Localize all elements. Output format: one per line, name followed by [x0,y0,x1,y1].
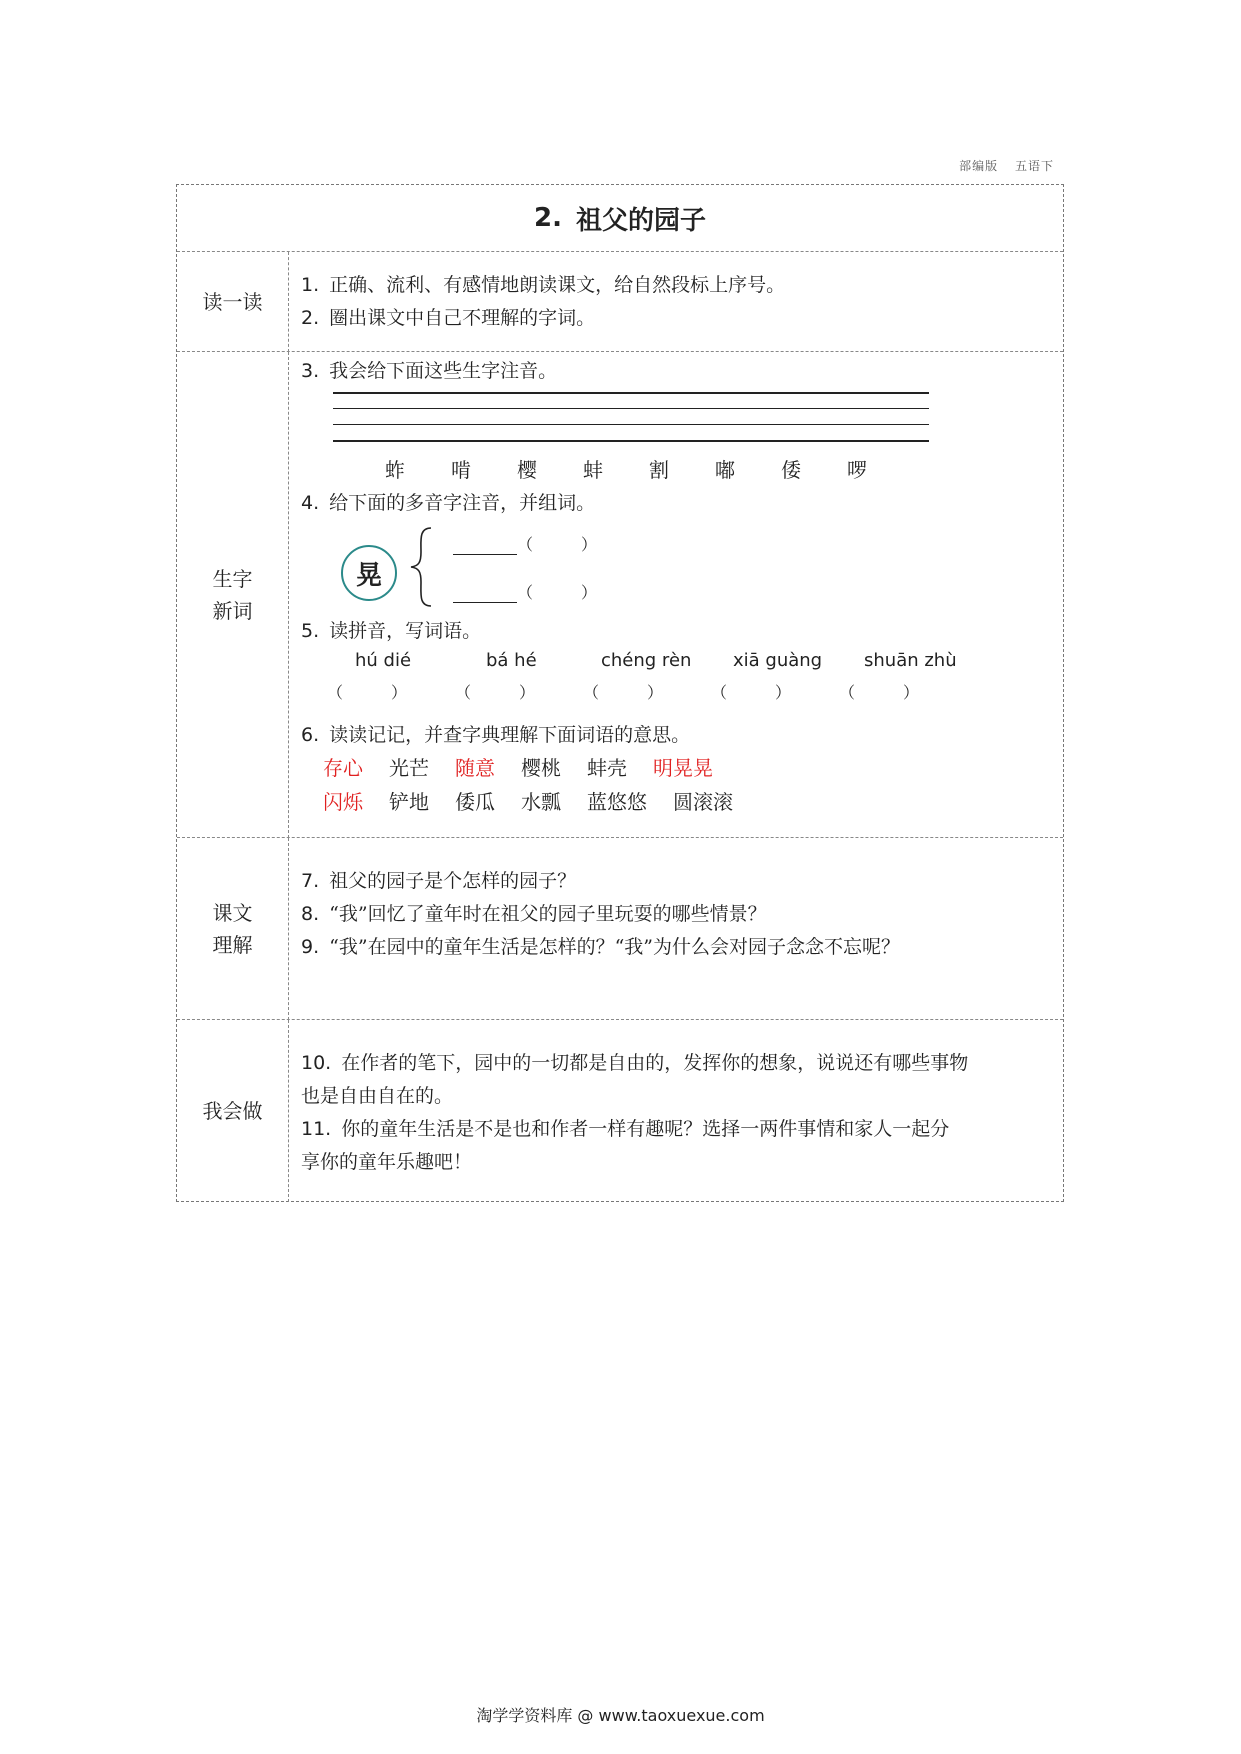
q4 [301,488,595,515]
words-content [289,352,1063,838]
pinyin-label: bá hé [486,650,537,671]
new-char: 蚱 [385,458,405,482]
q3 [301,356,557,383]
new-char: 蚌 [583,458,603,482]
understand-item-9 [301,932,900,959]
understand-item-8 [301,899,767,926]
item-text: 祖父的园子是个怎样的园子？ [329,870,577,892]
item-text: 我会给下面这些生字注音。 [329,360,558,382]
vocab-word: 水瓢 [521,790,561,814]
item-number: 5. [301,620,320,642]
word-paren[interactable]: （ ） [517,583,598,602]
pinyin-label: shuān zhù [864,650,957,671]
answer-paren[interactable]: （ ） [455,683,536,702]
item-text: 正确、流利、有感情地朗读课文，给自然段标上序号。 [329,274,786,296]
vocab-word: 闪烁 [323,790,363,814]
answer-paren[interactable]: （ ） [839,683,920,702]
lesson-title-text: 祖父的园子 [575,205,706,236]
item-text: 你的童年生活是不是也和作者一样有趣呢？选择一两件事情和家人一起分 [341,1118,950,1140]
understand-label-line1: 课文 [212,901,253,925]
read-item-2 [301,303,595,330]
pinyin-grid [333,392,929,440]
title-row [177,185,1063,251]
vocab-word: 存心 [323,756,363,780]
item-text: 圈出课文中自己不理解的字词。 [329,307,596,329]
pinyin-rule [333,440,929,442]
do-row [177,1019,1063,1202]
item-number: 10. [301,1052,332,1074]
vocab-word: 光芒 [389,756,429,780]
pinyin-label: xiā guàng [733,650,823,671]
pinyin-label: chéng rèn [601,650,692,671]
new-char: 倭 [781,458,801,482]
q6 [301,720,690,747]
item-number: 6. [301,724,320,746]
new-char: 割 [649,458,669,482]
item-number: 7. [301,870,320,892]
read-item-1 [301,270,785,297]
read-row [177,251,1063,352]
pinyin-rule [333,408,929,409]
vocab-word: 倭瓜 [455,790,495,814]
words-label-line1: 生字 [212,567,253,591]
worksheet-table [176,184,1064,1202]
words-row [177,351,1063,838]
vocab-word: 蚌壳 [587,756,627,780]
item-number: 8. [301,903,320,925]
do-content [289,1020,1063,1202]
lesson-number: 2. [534,203,562,233]
pinyin-rule [333,392,929,394]
vocab-word: 随意 [455,756,495,780]
words-label [177,352,289,838]
answer-paren[interactable]: （ ） [711,683,792,702]
pinyin-blank[interactable] [453,602,517,603]
item-text: 给下面的多音字注音，并组词。 [329,492,596,514]
item-number: 2. [301,307,320,329]
item-number: 4. [301,492,320,514]
grade-label: 五语下 [1014,159,1054,173]
read-label: 读一读 [177,252,289,352]
footer-watermark: 淘学学资料库 @ www.taoxuexue.com [476,1706,765,1725]
word-paren[interactable]: （ ） [517,535,598,554]
vocab-word: 圆滚滚 [673,790,733,814]
item-number: 1. [301,274,320,296]
item-text: “我”在园中的童年生活是怎样的？“我”为什么会对园子念念不忘呢？ [329,936,900,958]
new-char: 啰 [847,458,867,482]
vocab-word: 明晃晃 [653,756,713,780]
understand-item-7 [301,866,576,893]
item-number: 3. [301,360,320,382]
pinyin-label: hú dié [355,650,412,671]
vocab-word: 蓝悠悠 [587,790,647,814]
new-char: 嘟 [715,458,735,482]
answer-paren[interactable]: （ ） [583,683,664,702]
understand-row [177,837,1063,1020]
polyphonic-char-circle: 晃 [341,545,397,601]
do-item-10 [301,1048,968,1075]
understand-label [177,838,289,1020]
do-item-11-cont: 享你的童年乐趣吧！ [301,1151,473,1173]
curly-brace-icon [409,526,435,608]
new-char: 啃 [451,458,471,482]
item-text: 在作者的笔下，园中的一切都是自由的，发挥你的想象，说说还有哪些事物 [341,1052,969,1074]
item-text: 读读记记，并查字典理解下面词语的意思。 [329,724,691,746]
edition-label: 部编版 [959,159,999,173]
pinyin-blank[interactable] [453,554,517,555]
lesson-title [177,185,1063,251]
words-label-line2: 新词 [212,599,253,623]
understand-content [289,838,1063,1020]
do-item-11 [301,1114,949,1141]
do-label: 我会做 [177,1020,289,1202]
pinyin-rule [333,424,929,425]
edition-header [959,157,1054,174]
answer-paren[interactable]: （ ） [327,683,408,702]
understand-label-line2: 理解 [212,933,253,957]
item-number: 9. [301,936,320,958]
new-char: 樱 [517,458,537,482]
do-item-10-cont: 也是自由自在的。 [301,1085,454,1107]
vocab-word: 樱桃 [521,756,561,780]
q5 [301,616,481,643]
read-content [289,252,1063,352]
item-text: “我”回忆了童年时在祖父的园子里玩耍的哪些情景？ [329,903,767,925]
item-number: 11. [301,1118,332,1140]
vocab-word: 铲地 [389,790,429,814]
item-text: 读拼音，写词语。 [329,620,482,642]
